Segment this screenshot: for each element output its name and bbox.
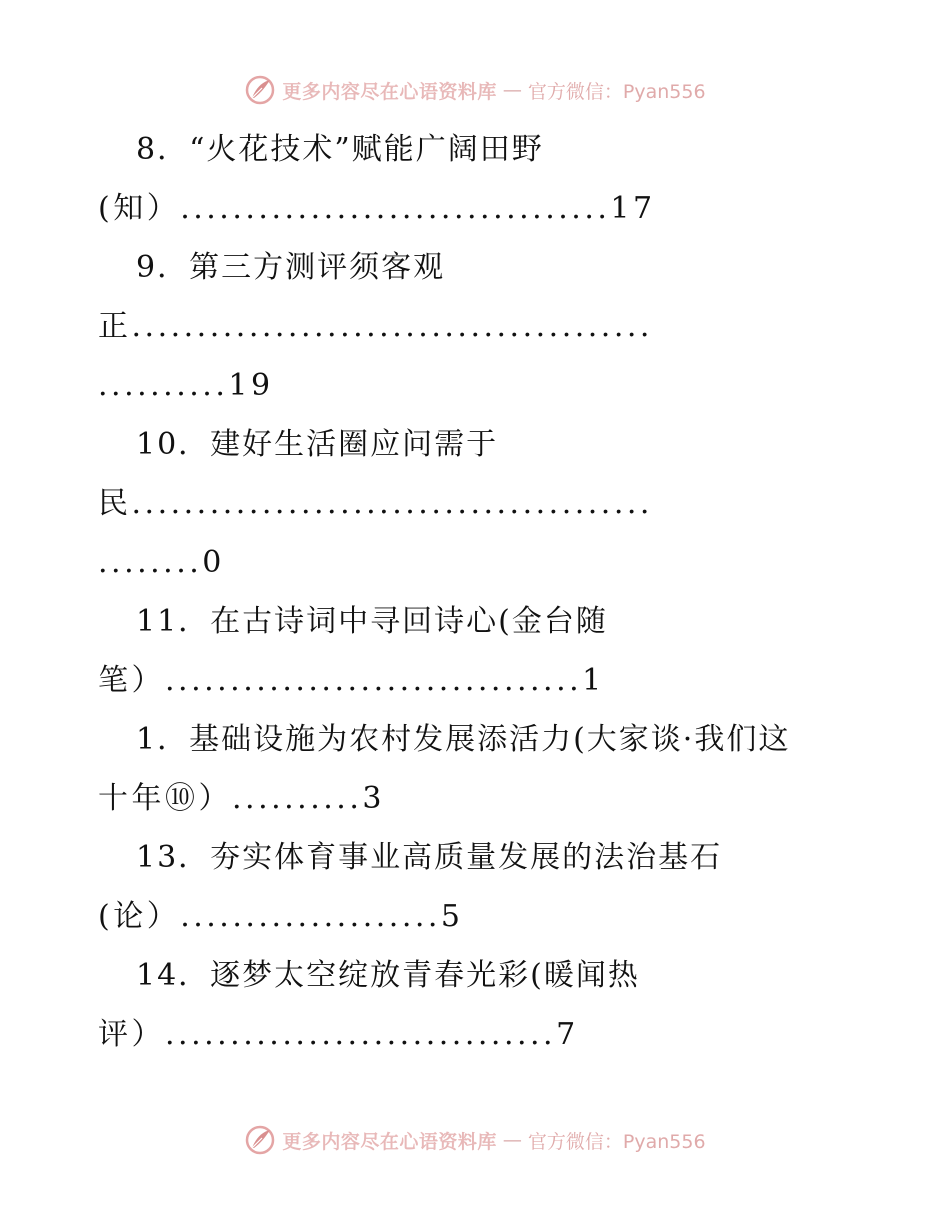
toc-line: 14．逐梦太空绽放青春光彩(暖闻热 [136, 958, 640, 993]
toc-line: 13．夯实体育事业高质量发展的法治基石 [136, 840, 723, 875]
toc-line: 民........................................ [98, 486, 653, 521]
toc-line: 笔）................................1 [98, 663, 605, 698]
toc-line: 1．基础设施为农村发展添活力(大家谈·我们这 [136, 722, 791, 757]
toc-line: ..........19 [98, 368, 274, 403]
watermark-dash: — [502, 1129, 522, 1151]
watermark-dash: — [502, 79, 522, 101]
toc-line: 8．“火花技术”赋能广阔田野 [136, 132, 544, 167]
toc-line: 11．在古诗词中寻回诗心(金台随 [136, 604, 608, 639]
toc-line: 评）..............................7 [98, 1017, 579, 1052]
toc-line: 正........................................ [98, 309, 653, 344]
watermark-text: 更多内容尽在心语资料库 [282, 1130, 497, 1153]
watermark-text: 更多内容尽在心语资料库 [282, 80, 497, 103]
quill-logo-icon [244, 1124, 276, 1156]
table-of-contents [98, 120, 858, 1064]
toc-line: 9．第三方测评须客观 [136, 250, 446, 285]
toc-line: (知）.................................17 [98, 191, 656, 226]
watermark-footer [0, 1120, 950, 1160]
quill-logo-icon [244, 74, 276, 106]
watermark-account: 官方微信：Pyan556 [527, 80, 706, 103]
toc-line: 十年⑩）..........3 [98, 781, 385, 816]
watermark-account: 官方微信：Pyan556 [527, 1130, 706, 1153]
toc-line: ........0 [98, 545, 225, 580]
watermark-header [0, 70, 950, 110]
toc-line: 10．建好生活圈应问需于 [136, 427, 499, 462]
toc-line: (论）....................5 [98, 899, 464, 934]
